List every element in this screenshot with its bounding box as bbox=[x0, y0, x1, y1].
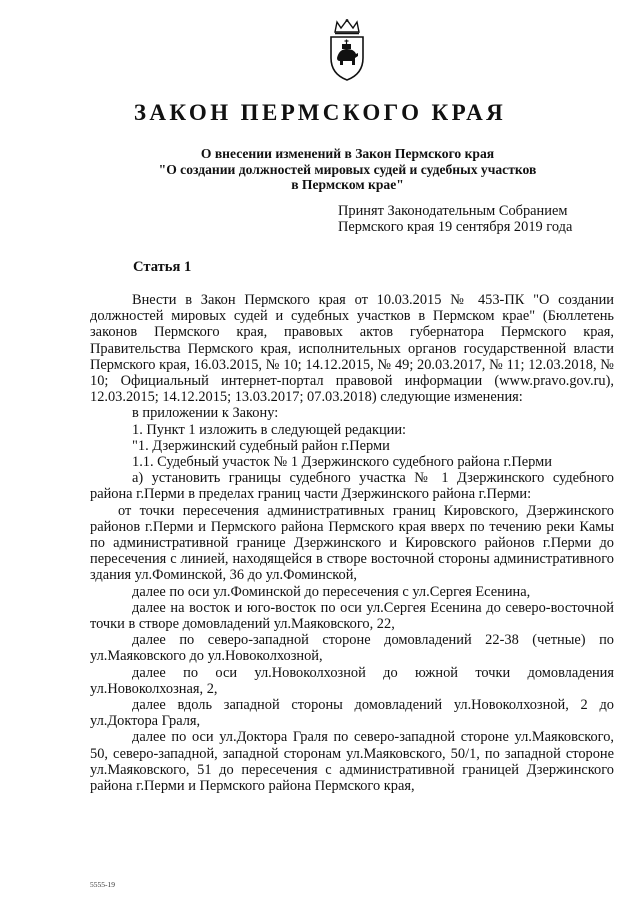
adoption-line: Пермского края 19 сентября 2019 года bbox=[338, 218, 573, 235]
adoption-line: Принят Законодательным Собранием bbox=[338, 203, 568, 219]
law-title: ЗАКОН ПЕРМСКОГО КРАЯ bbox=[133, 100, 507, 125]
subtitle-line: О внесении изменений в Закон Пермского края bbox=[200, 146, 495, 161]
paragraph: Внести в Закон Пермского края от 10.03.2015 № 453-ПК "О создании должностей мировых судей и судебных участков в Пермском крае" (Бюллетень законов Пермского края, правовых актов губернатора Пермского края, Правительства Пермского края, исполнительных органов государственной власти Пермского края, 16.03.2015, № 10; 14.12.2015, № 49; 20.03.2017, № 11; 12.03.2018, № 10; Официальный интернет-портал правовой информации (www.pravo.gov.ru), 12.03.2015; 14.12.2015; 13.03.2017; 07.03.2018) следующие изменения: bbox=[90, 292, 614, 406]
paragraph: далее на восток и юго-восток по оси ул.Сергея Есенина до северо-восточной точки в створе домовладений ул.Маяковского, 22, bbox=[90, 599, 614, 633]
paragraph: далее по оси ул.Фоминской до пересечения с ул.Сергея Есенина, bbox=[132, 583, 531, 600]
article-body bbox=[90, 292, 614, 794]
paragraph: далее по северо-западной стороне домовладений 22-38 (четные) по ул.Маяковского до ул.Новоколхозной, bbox=[90, 632, 614, 665]
adoption-note bbox=[338, 204, 638, 236]
law-subtitle bbox=[60, 146, 635, 193]
paragraph: 1. Пункт 1 изложить в следующей редакции: bbox=[132, 421, 407, 438]
coat-of-arms-icon bbox=[327, 18, 367, 82]
paragraph: от точки пересечения административных границ Кировского, Дзержинского районов г.Перми и Пермского района Пермского края вверх по течению реки Камы по административной границе Дзержинского и Кировского районов г.Перми до пересечения с линией, находящейся в створе восточной стороны административного здания ул.Фоминской, 36 до ул.Фоминской, bbox=[90, 502, 614, 584]
paragraph: "1. Дзержинский судебный район г.Перми bbox=[132, 437, 390, 454]
document-code: 5555-19 bbox=[90, 880, 115, 889]
paragraph: а) установить границы судебного участка № 1 Дзержинского судебного района г.Перми в пределах границ части Дзержинского района г.Перми: bbox=[90, 470, 614, 503]
subtitle-line: "О создании должностей мировых судей и судебных участков bbox=[158, 161, 537, 177]
paragraph: далее по оси ул.Доктора Граля по северо-западной стороне ул.Маяковского, 50, северо-западной, западной сторонам ул.Маяковского, 50/1, по западной стороне ул.Маяковского, 51 до пересечения с административной границей Дзержинского района г.Перми и Пермского района Пермского края, bbox=[90, 729, 614, 795]
paragraph: в приложении к Закону: bbox=[132, 405, 279, 422]
article-heading: Статья 1 bbox=[133, 259, 192, 275]
subtitle-line: в Пермском крае" bbox=[291, 177, 404, 192]
paragraph: далее вдоль западной стороны домовладений ул.Новоколхозной, 2 до ул.Доктора Граля, bbox=[90, 697, 614, 730]
paragraph: далее по оси ул.Новоколхозной до южной точки домовладения ул.Новоколхозная, 2, bbox=[90, 664, 614, 697]
paragraph: 1.1. Судебный участок № 1 Дзержинского судебного района г.Перми bbox=[132, 454, 552, 471]
